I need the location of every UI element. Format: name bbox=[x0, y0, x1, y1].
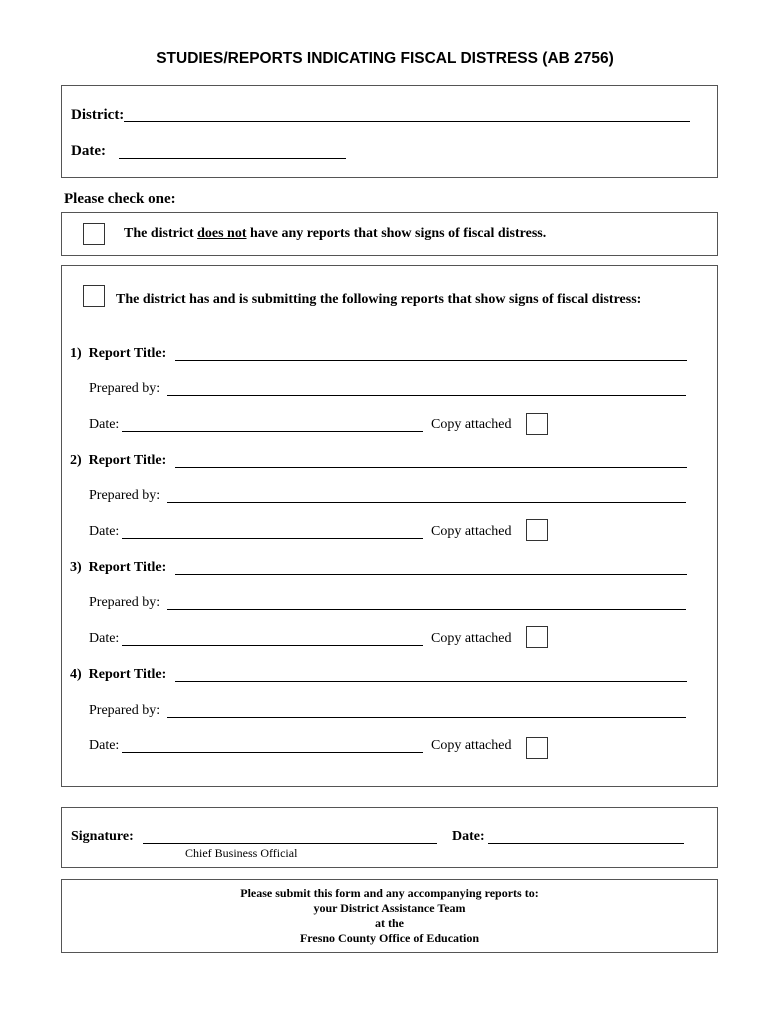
submission-instructions bbox=[61, 886, 718, 946]
no-reports-suffix: have any reports that show signs of fiscal distress. bbox=[246, 226, 547, 241]
report-4-title-label: 4) Report Title: bbox=[70, 667, 167, 682]
report-4-copy-label: Copy attached bbox=[431, 738, 512, 753]
header-date-label: Date: bbox=[71, 143, 106, 159]
instructions-line-1: Please submit this form and any accompanying reports to: bbox=[240, 886, 539, 900]
report-2-date-field[interactable] bbox=[122, 538, 423, 539]
check-prompt: Please check one: bbox=[64, 191, 176, 207]
report-3-prepared-field[interactable] bbox=[167, 609, 686, 610]
report-3-copy-checkbox[interactable] bbox=[526, 626, 548, 648]
has-reports-checkbox[interactable] bbox=[83, 285, 105, 307]
report-3-date-field[interactable] bbox=[122, 645, 423, 646]
signature-box bbox=[61, 807, 718, 868]
report-2-prepared-label: Prepared by: bbox=[89, 488, 161, 503]
district-label: District: bbox=[71, 107, 125, 123]
report-2-prepared-field[interactable] bbox=[167, 502, 686, 503]
district-header-box bbox=[61, 85, 718, 178]
report-4-title-field[interactable] bbox=[175, 681, 687, 682]
form-title: STUDIES/REPORTS INDICATING FISCAL DISTRESS (AB 2756) bbox=[156, 50, 614, 67]
instructions-line-3: at the bbox=[375, 916, 404, 930]
report-1-title-label: 1) Report Title: bbox=[70, 346, 167, 361]
report-1-date-field[interactable] bbox=[122, 431, 423, 432]
signature-date-label: Date: bbox=[452, 829, 485, 844]
report-1-date-label: Date: bbox=[89, 417, 120, 432]
report-1-copy-label: Copy attached bbox=[431, 417, 512, 432]
report-4-date-field[interactable] bbox=[122, 752, 423, 753]
signature-date-field[interactable] bbox=[488, 843, 684, 844]
report-4-prepared-label: Prepared by: bbox=[89, 703, 161, 718]
report-2-copy-label: Copy attached bbox=[431, 524, 512, 539]
report-3-title-label: 3) Report Title: bbox=[70, 560, 167, 575]
instructions-line-4: Fresno County Office of Education bbox=[299, 931, 480, 945]
report-1-copy-checkbox[interactable] bbox=[526, 413, 548, 435]
report-1-title-field[interactable] bbox=[175, 360, 687, 361]
report-4-date-label: Date: bbox=[89, 738, 120, 753]
signature-label: Signature: bbox=[71, 829, 134, 844]
no-reports-emphasis: does not bbox=[197, 226, 247, 241]
report-3-copy-label: Copy attached bbox=[431, 631, 512, 646]
report-3-title-field[interactable] bbox=[175, 574, 687, 575]
no-reports-prefix: The district bbox=[124, 226, 198, 241]
report-2-copy-checkbox[interactable] bbox=[526, 519, 548, 541]
district-field[interactable] bbox=[124, 121, 690, 122]
no-reports-checkbox[interactable] bbox=[83, 223, 105, 245]
report-3-prepared-label: Prepared by: bbox=[89, 595, 161, 610]
report-1-prepared-field[interactable] bbox=[167, 395, 686, 396]
signer-caption: Chief Business Official bbox=[185, 846, 298, 860]
report-2-title-field[interactable] bbox=[175, 467, 687, 468]
report-3-date-label: Date: bbox=[89, 631, 120, 646]
no-reports-statement bbox=[124, 226, 546, 242]
header-date-field[interactable] bbox=[119, 158, 346, 159]
report-2-date-label: Date: bbox=[89, 524, 120, 539]
report-4-copy-checkbox[interactable] bbox=[526, 737, 548, 759]
signature-field[interactable] bbox=[143, 843, 437, 844]
has-reports-statement: The district has and is submitting the following reports that show signs of fiscal distress: bbox=[116, 292, 642, 307]
report-2-title-label: 2) Report Title: bbox=[70, 453, 167, 468]
instructions-line-2: your District Assistance Team bbox=[313, 901, 466, 915]
report-1-prepared-label: Prepared by: bbox=[89, 381, 161, 396]
report-4-prepared-field[interactable] bbox=[167, 717, 686, 718]
